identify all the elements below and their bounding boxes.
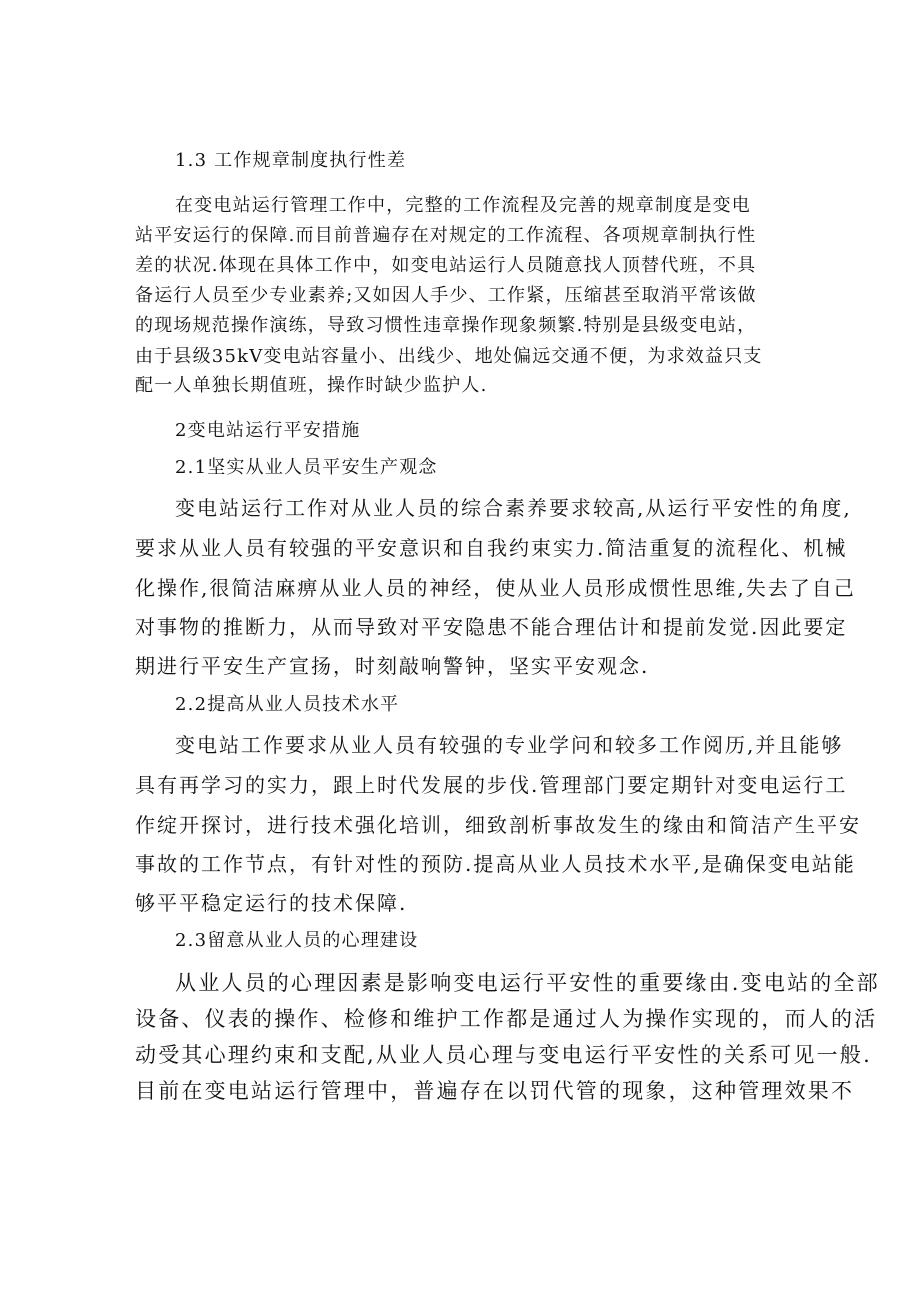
paragraph-line: 在变电站运行管理工作中，完整的工作流程及完善的规章制度是变电 [175,195,751,216]
paragraph-line: 够平平稳定运行的技术保障. [135,891,408,915]
paragraph-line: 由于县级35kV变电站容量小、出线少、地处偏远交通不便，为求效益只支 [135,346,763,367]
paragraph-line: 差的状况.体现在具体工作中，如变电站运行人员随意找人顶替代班，不具 [135,255,757,276]
paragraph-line: 从业人员的心理因素是影响变电运行平安性的重要缘由.变电站的全部 [175,971,880,995]
paragraph-line: 变电站运行工作对从业人员的综合素养要求较高,从运行平安性的角度, [175,496,852,520]
paragraph-line: 化操作,很简洁麻痹从业人员的神经，使从业人员形成惯性思维,失去了自己 [135,576,856,600]
section-heading-2-2: 2.2提高从业人员技术水平 [175,694,400,715]
paragraph-line: 要求从业人员有较强的平安意识和自我约束实力.简洁重复的流程化、机械 [135,536,848,560]
paragraph-line: 对事物的推断力，从而导致对平安隐患不能合理估计和提前发觉.因此要定 [135,615,848,639]
paragraph-line: 配一人单独长期值班，操作时缺少监护人. [135,375,488,396]
section-heading-1-3: 1.3 工作规章制度执行性差 [175,150,407,171]
paragraph-line: 具有再学习的实力，跟上时代发展的步伐.管理部门要定期针对变电运行工 [135,773,848,797]
section-heading-2: 2变电站运行平安措施 [175,420,361,441]
paragraph-line: 作绽开探讨，进行技术强化培训，细致剖析事故发生的缘由和简洁产生平安 [135,813,861,837]
paragraph-line: 变电站工作要求从业人员有较强的专业学问和较多工作阅历,并且能够 [175,733,844,757]
paragraph-line: 设备、仪表的操作、检修和维护工作都是通过人为操作实现的，而人的活 [135,1007,878,1031]
paragraph-line: 的现场规范操作演练，导致习惯性违章操作现象频繁.特别是县级变电站， [135,315,757,336]
paragraph-line: 备运行人员至少专业素养;又如因人手少、工作紧，压缩甚至取消平常该做 [135,285,757,306]
paragraph-line: 动受其心理约束和支配,从业人员心理与变电运行平安性的关系可见一般. [135,1043,872,1067]
paragraph-line: 站平安运行的保障.而目前普遍存在对规定的工作流程、各项规章制执行性 [135,225,757,246]
section-heading-2-3: 2.3留意从业人员的心理建设 [175,930,419,951]
section-heading-2-1: 2.1坚实从业人员平安生产观念 [175,457,438,478]
paragraph-line: 目前在变电站运行管理中，普遍存在以罚代管的现象，这种管理效果不 [135,1079,855,1103]
paragraph-line: 事故的工作节点，有针对性的预防.提高从业人员技术水平,是确保变电站能 [135,852,856,876]
paragraph-line: 期进行平安生产宣扬，时刻敲响警钟，坚实平安观念. [135,654,650,678]
